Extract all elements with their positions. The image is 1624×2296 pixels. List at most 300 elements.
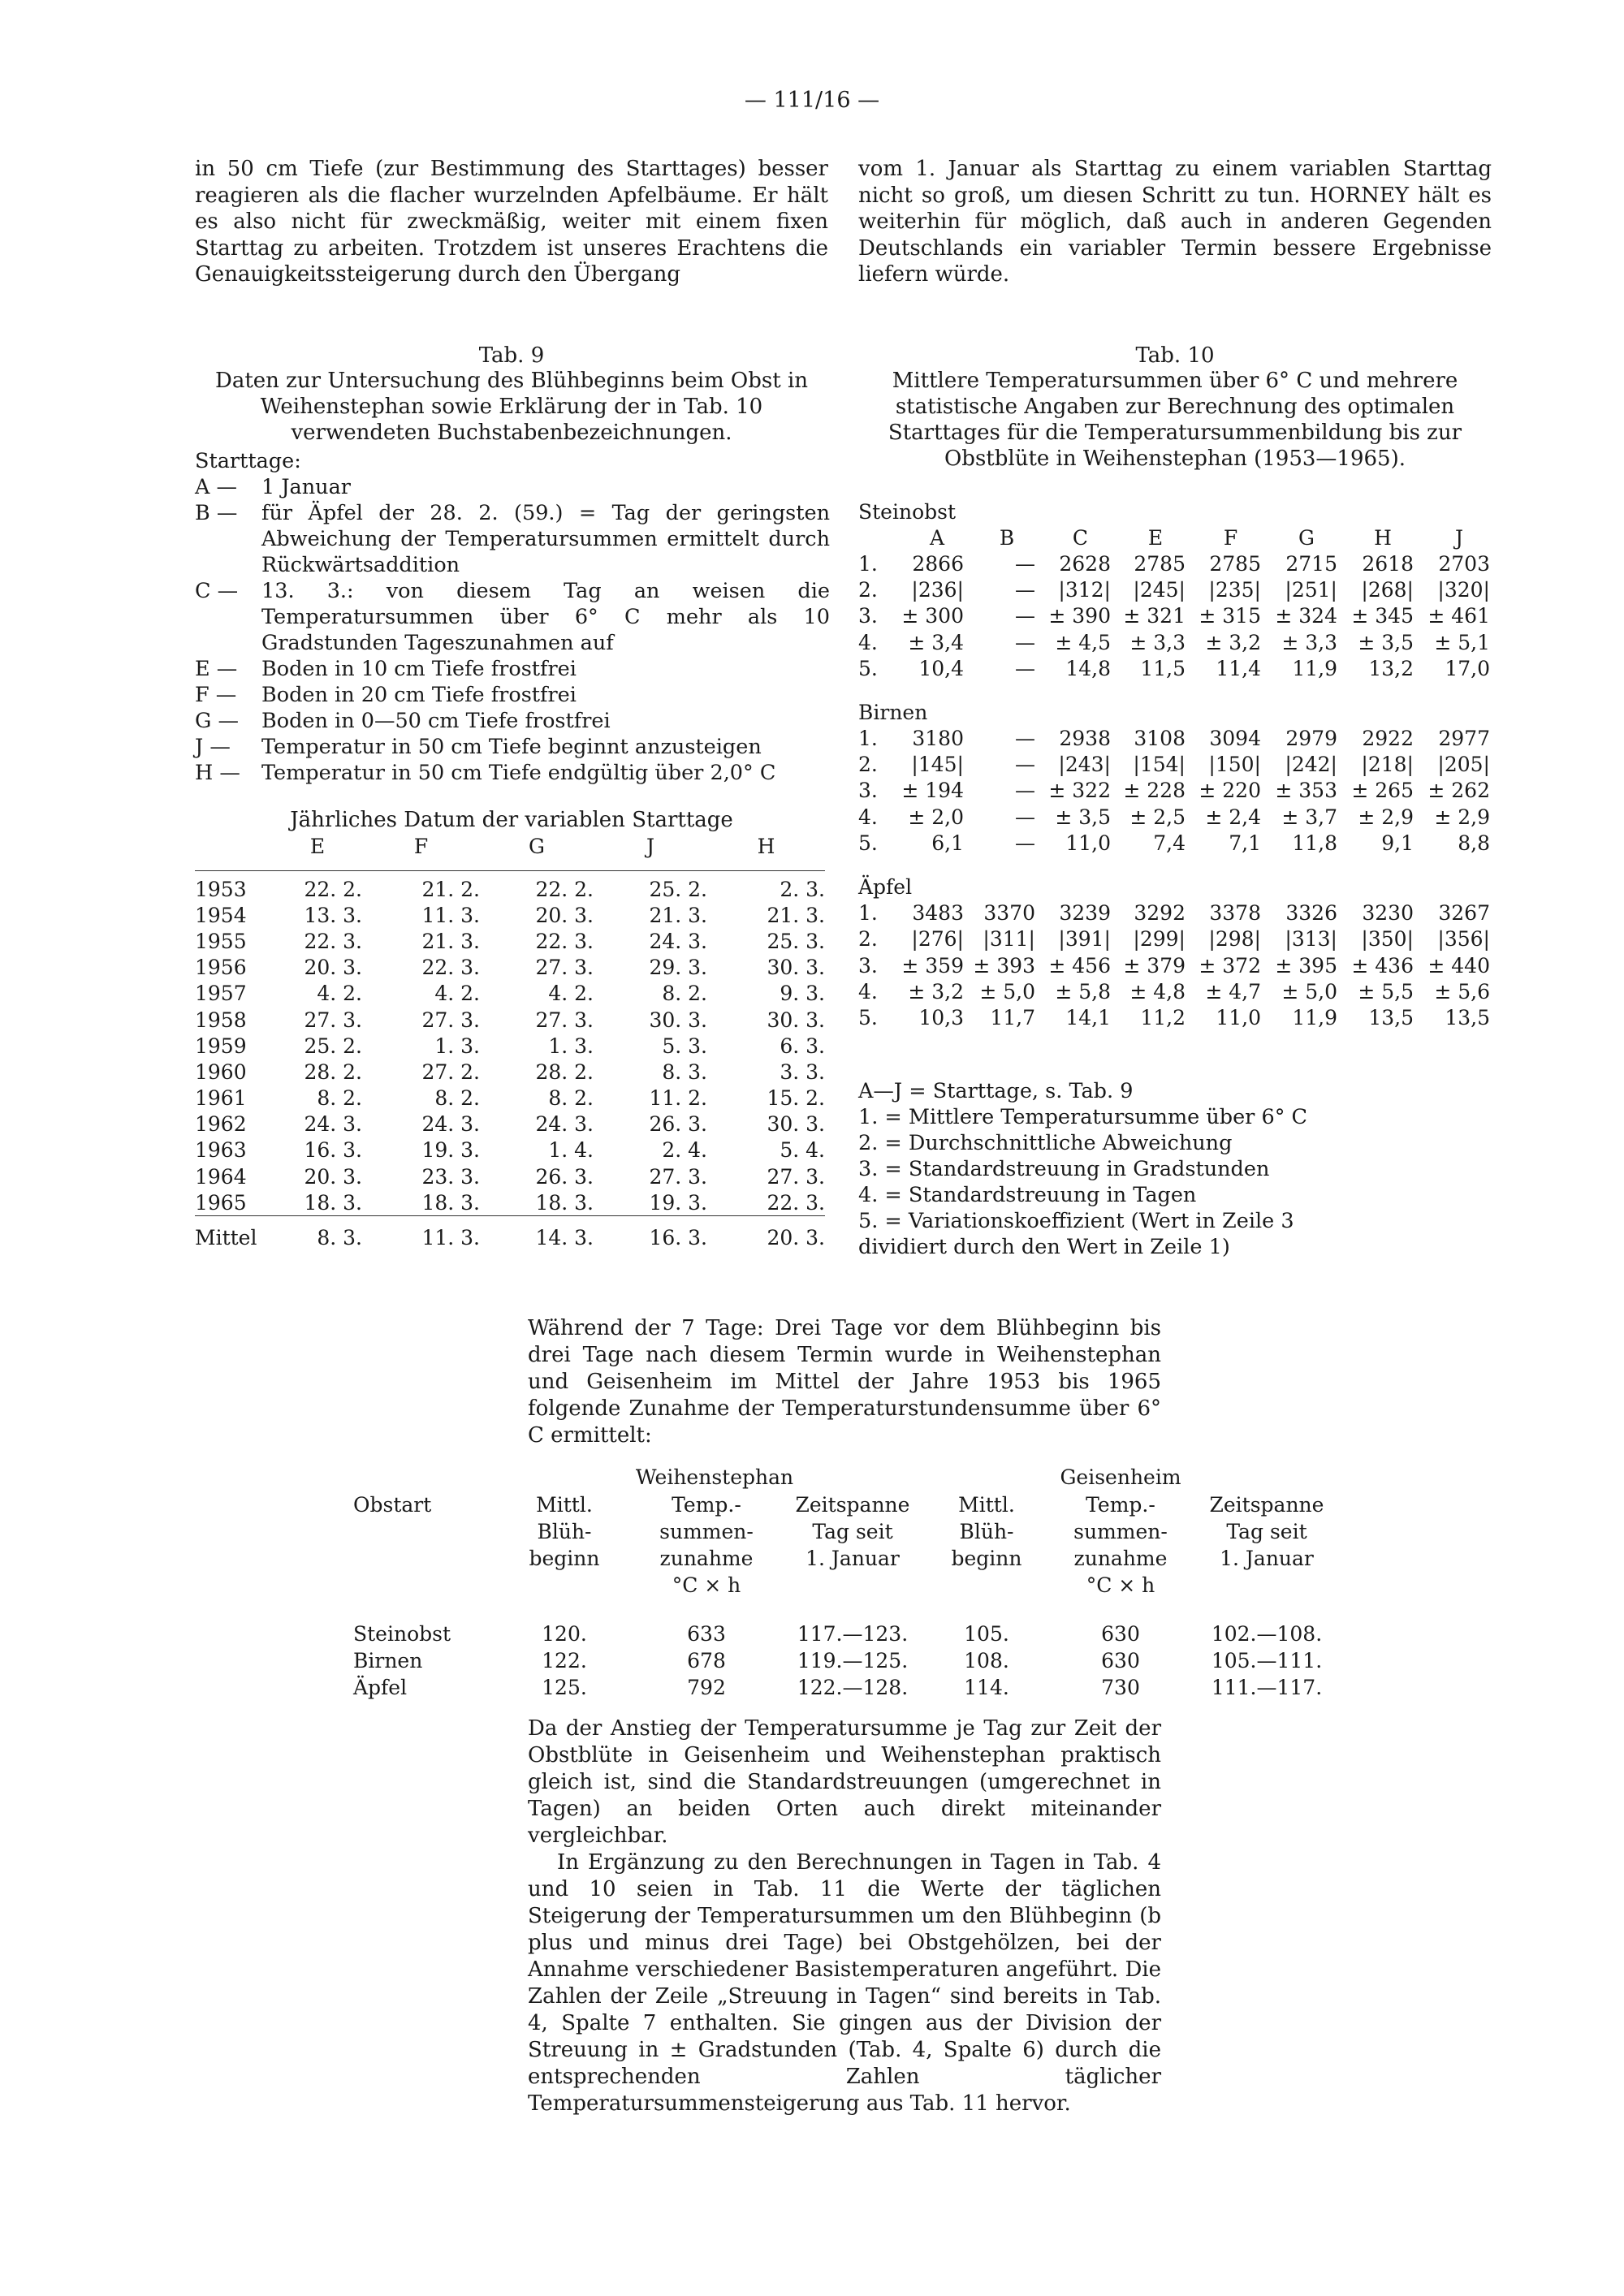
table-cell: |356|: [1437, 927, 1490, 952]
table-cell: 1. 3.: [548, 1034, 594, 1058]
tab9-caption: Daten zur Untersuchung des Blühbeginns beim Obst in Weihenstephan sowie Erklärung der in Tab. 10 verwendeten Buchstabenbezeichnungen.: [214, 369, 809, 445]
row-index: 5.: [858, 831, 878, 855]
legend-key: F —: [195, 683, 237, 707]
table-cell: 8. 3.: [273, 1216, 362, 1253]
header-line: summen-: [659, 1520, 754, 1543]
table-cell: |218|: [1361, 753, 1414, 777]
tab10-note: 4. = Standardstreuung in Tagen: [858, 1183, 1197, 1207]
table-cell: 11,9: [1292, 1005, 1337, 1029]
table-gap: [858, 681, 1490, 699]
table-cell: ± 4,8: [1129, 979, 1186, 1003]
column-header: F: [413, 835, 429, 858]
table-cell: |276|: [911, 927, 964, 952]
table-cell: 3370: [983, 901, 1035, 926]
table-cell: ± 3,4: [908, 630, 964, 654]
row-index: 5.: [858, 1005, 878, 1029]
table-cell: 8. 2.: [662, 982, 707, 1006]
table-cell: 25. 3.: [767, 929, 825, 953]
table-cell: 2. 3.: [780, 877, 825, 901]
col-zeit-2: [1202, 1491, 1332, 1572]
table-cell: 29. 3.: [649, 956, 707, 980]
table-cell: 7,4: [1153, 831, 1186, 855]
table-cell: 120.: [542, 1622, 587, 1646]
table-row: [195, 1085, 825, 1111]
table-cell: 13,2: [1368, 656, 1414, 680]
table-cell: 17,0: [1445, 656, 1490, 680]
header-line: zunahme: [1073, 1547, 1168, 1570]
table-cell: 20. 3.: [707, 1216, 825, 1253]
table-cell: ± 461: [1427, 604, 1490, 628]
table-cell: ± 5,8: [1055, 979, 1111, 1003]
header-line: Temp.-: [1086, 1493, 1155, 1517]
group-name: Steinobst: [858, 499, 956, 524]
table-cell: 11,0: [1216, 1005, 1261, 1029]
row-year: 1956: [195, 956, 247, 980]
table-row: [858, 804, 1490, 830]
table-cell: |235|: [1208, 578, 1261, 602]
header-spacer: [195, 833, 273, 861]
table-cell: —: [1015, 753, 1035, 777]
table-row: [195, 876, 825, 902]
table-cell: 792: [687, 1676, 726, 1699]
table-rule: [195, 861, 825, 871]
table-cell: 1. 4.: [548, 1138, 594, 1163]
table-cell: ± 220: [1199, 779, 1261, 803]
table-cell: ± 5,1: [1434, 630, 1490, 654]
table-cell: 8. 2.: [317, 1086, 362, 1111]
table-cell: |242|: [1285, 753, 1337, 777]
table-cell: ± 262: [1427, 779, 1490, 803]
group-gap: [858, 681, 1490, 699]
row-index: 4.: [858, 630, 878, 654]
header-spacer: [858, 524, 896, 550]
table-row: [858, 1004, 1490, 1030]
header-line: °C × h: [1086, 1573, 1155, 1597]
table-cell: 3326: [1285, 901, 1337, 926]
table-cell: |245|: [1133, 578, 1186, 602]
table-cell: 4. 2.: [434, 982, 480, 1006]
column-header: G: [1298, 525, 1315, 550]
table-cell: 7,1: [1229, 831, 1261, 855]
table-cell: 8,8: [1458, 831, 1490, 855]
table-cell: 13. 3.: [304, 903, 362, 927]
column-header: E: [309, 835, 326, 858]
table-row: [858, 550, 1490, 576]
legend-text: Boden in 10 cm Tiefe frostfrei: [261, 657, 577, 681]
tab9-table: [195, 833, 825, 1252]
table-cell: ± 228: [1123, 779, 1186, 803]
table-cell: 27. 3.: [535, 1008, 594, 1032]
table-cell: 11. 2.: [649, 1086, 707, 1111]
table-cell: 3378: [1209, 901, 1261, 926]
table-cell: 4. 2.: [548, 982, 594, 1006]
header-line: Temp.-: [672, 1493, 741, 1517]
tab9-label: Tab. 9: [478, 343, 545, 368]
table-cell: 6. 3.: [780, 1034, 825, 1058]
table-cell: 14. 3.: [480, 1216, 594, 1253]
table-cell: ± 300: [901, 604, 964, 628]
table-cell: 21. 2.: [421, 877, 480, 901]
table-cell: 11. 3.: [362, 1216, 480, 1253]
table-cell: 9. 3.: [780, 982, 825, 1006]
table-cell: 630: [1101, 1649, 1140, 1672]
table-cell: ± 4,7: [1205, 979, 1261, 1003]
table-cell: 25. 2.: [304, 1034, 362, 1058]
legend-key: J —: [195, 735, 231, 759]
row-year: 1961: [195, 1086, 247, 1111]
row-index: 3.: [858, 953, 878, 978]
table-cell: 13,5: [1445, 1005, 1490, 1029]
table-cell: 27. 3.: [649, 1164, 707, 1189]
table-cell: |299|: [1133, 927, 1186, 952]
table-cell: 3239: [1059, 901, 1111, 926]
table-cell: 114.: [964, 1676, 1009, 1699]
row-index: 2.: [858, 753, 878, 777]
table-cell: ± 3,5: [1358, 630, 1414, 654]
table-row: [858, 978, 1490, 1004]
table-cell: ± 372: [1199, 953, 1261, 978]
table-cell: 11. 3.: [421, 903, 480, 927]
table-cell: —: [1015, 578, 1035, 602]
row-index: 1.: [858, 551, 878, 576]
table-gap: [858, 856, 1490, 874]
table-cell: ± 5,0: [1281, 979, 1337, 1003]
table-cell: 11,2: [1140, 1005, 1186, 1029]
tab10-notes: [858, 1078, 1492, 1260]
table-cell: 2785: [1209, 551, 1261, 576]
bottom-paragraph-1: Da der Anstieg der Temperatursumme je Tag zur Zeit der Obstblüte in Geisenheim und Weihenstephan praktisch gleich ist, sind die Standardstreuungen (umgerechnet in Tagen) an beiden Orten auch direkt miteinander vergleichbar.: [528, 1716, 1161, 1848]
row-index: 2.: [858, 578, 878, 602]
tab9-table-title: Jährliches Datum der variablen Starttage: [290, 808, 733, 832]
table-cell: 117.—123.: [797, 1622, 909, 1646]
table-cell: 2922: [1362, 727, 1414, 751]
table-cell: 24. 3.: [304, 1112, 362, 1137]
table-cell: 30. 3.: [767, 956, 825, 980]
table-cell: ± 2,9: [1434, 805, 1490, 829]
table-cell: 21. 3.: [421, 929, 480, 953]
table-cell: 23. 3.: [421, 1164, 480, 1189]
table-cell: ± 315: [1199, 604, 1261, 628]
table-cell: |251|: [1285, 578, 1337, 602]
row-index: 1.: [858, 727, 878, 751]
header-line: 1. Januar: [1220, 1547, 1314, 1570]
column-header: E: [1147, 525, 1164, 550]
table-row: [858, 603, 1490, 629]
comparison-table: [0, 1464, 1624, 1707]
table-cell: —: [1015, 805, 1035, 829]
table-cell: 4. 2.: [317, 982, 362, 1006]
col-temp: [641, 1491, 771, 1599]
table-cell: ± 393: [973, 953, 1035, 978]
table-row: [858, 629, 1490, 655]
table-cell: ± 345: [1351, 604, 1414, 628]
table-cell: —: [1015, 630, 1035, 654]
column-header: G: [529, 835, 545, 858]
tab10-note: 3. = Standardstreuung in Gradstunden: [858, 1157, 1270, 1181]
table-cell: 3267: [1438, 901, 1490, 926]
column-header: H: [1374, 525, 1392, 550]
table-cell: 18. 3.: [535, 1190, 594, 1215]
table-cell: |205|: [1437, 753, 1490, 777]
row-year: 1958: [195, 1008, 247, 1032]
mean-label: Mittel: [195, 1216, 273, 1253]
table-cell: 10,4: [918, 656, 964, 680]
tab10-table: [858, 498, 1490, 1031]
table-cell: ± 436: [1351, 953, 1414, 978]
table-row: [195, 1189, 825, 1216]
table-cell: 2866: [912, 551, 964, 576]
table-cell: 11,4: [1216, 656, 1261, 680]
table-cell: 8. 2.: [434, 1086, 480, 1111]
table-cell: ± 3,2: [1205, 630, 1261, 654]
page-number: — 111/16 —: [744, 88, 880, 113]
legend-text: 1 Januar: [261, 475, 351, 499]
table-cell: |243|: [1058, 753, 1111, 777]
table-cell: ± 4,5: [1055, 630, 1111, 654]
table-cell: 3180: [912, 727, 964, 751]
row-index: 5.: [858, 656, 878, 680]
table-row: [195, 902, 825, 928]
legend-item: [195, 734, 830, 760]
row-year: 1965: [195, 1190, 247, 1215]
table-row: [858, 900, 1490, 926]
legend-text: Temperatur in 50 cm Tiefe endgültig über 2,0° C: [261, 761, 776, 785]
table-cell: 30. 3.: [649, 1008, 707, 1032]
table-cell: 30. 3.: [767, 1008, 825, 1032]
tab9-mean-row: [195, 1216, 825, 1253]
table-cell: ± 3,5: [1055, 805, 1111, 829]
table-cell: ± 3,2: [908, 979, 964, 1003]
table-cell: 108.: [964, 1649, 1009, 1672]
tab9-legend: [195, 474, 830, 786]
table-cell: |145|: [911, 753, 964, 777]
bottom-paragraph-2: In Ergänzung zu den Berechnungen in Tagen in Tab. 4 und 10 seien in Tab. 11 die Werte der täglichen Steigerung der Temperatursummen um den Blühbeginn (b plus und minus drei Tage) bei Obstgehölzen, bei der Annahme verschiedener Basistemperaturen angeführt. Die Zahlen der Zeile „Streuung in Tagen“ sind bereits in Tab. 4, Spalte 7 enthalten. Sie gingen aus der Division der Streuung in ± Gradstunden (Tab. 4, Spalte 6) durch die entsprechenden Zahlen täglicher Temperatursummensteigerung aus Tab. 11 hervor.: [528, 1850, 1161, 2116]
header-line: 1. Januar: [806, 1547, 900, 1570]
table-cell: ± 2,9: [1358, 805, 1414, 829]
table-cell: 24. 3.: [535, 1112, 594, 1137]
table-cell: 18. 3.: [421, 1190, 480, 1215]
table-cell: 11,5: [1140, 656, 1186, 680]
row-index: 4.: [858, 979, 878, 1003]
table-cell: 22. 3.: [304, 929, 362, 953]
tab10-label: Tab. 10: [1135, 343, 1215, 368]
table-cell: 1. 3.: [434, 1034, 480, 1058]
col-temp-2: [1056, 1491, 1186, 1599]
intro-text-left: in 50 cm Tiefe (zur Bestimmung des Starttages) besser reagieren als die flacher wurzelnden Apfelbäume. Er hält es also nicht für zweckmäßig, weiter mit einem fixen Starttag zu arbeiten. Trotzdem ist unseres Erachtens die Genauigkeitssteigerung durch den Übergang: [195, 157, 828, 287]
table-cell: 24. 3.: [649, 929, 707, 953]
col-obstart: Obstart: [353, 1493, 432, 1517]
table-cell: 5. 3.: [662, 1034, 707, 1058]
legend-item: [195, 656, 830, 682]
table-cell: 18. 3.: [304, 1190, 362, 1215]
table-cell: 20. 3.: [304, 1164, 362, 1189]
header-line: Blüh-: [537, 1520, 592, 1543]
table-cell: 26. 3.: [649, 1112, 707, 1137]
table-cell: 102.—108.: [1211, 1622, 1323, 1646]
table-cell: 13,5: [1368, 1005, 1414, 1029]
tab9-header-row: [195, 833, 825, 861]
intro-text-right: vom 1. Januar als Starttag zu einem variablen Starttag nicht so groß, um diesen Schritt zu tun. HORNEY hält es weiterhin für möglich, daß auch in anderen Gegenden Deutschlands ein variabler Termin bessere Ergebnisse liefern würde.: [858, 157, 1492, 287]
legend-item: [195, 682, 830, 708]
row-year: 1955: [195, 929, 247, 953]
row-year: 1962: [195, 1112, 247, 1137]
row-year: 1954: [195, 903, 247, 927]
table-row: [195, 1007, 825, 1033]
table-cell: |312|: [1058, 578, 1111, 602]
legend-key: A —: [195, 475, 238, 499]
row-index: 1.: [858, 901, 878, 926]
table-row: [195, 1111, 825, 1137]
tab10-note: [858, 1208, 1492, 1260]
table-cell: 16. 3.: [304, 1138, 362, 1163]
table-cell: 22. 2.: [535, 877, 594, 901]
table-row: [858, 952, 1490, 978]
table-cell: ± 5,5: [1358, 979, 1414, 1003]
legend-item: [195, 500, 830, 578]
middle-paragraph: Während der 7 Tage: Drei Tage vor dem Blühbeginn bis drei Tage nach diesem Termin wurde in Weihenstephan und Geisenheim im Mittel der Jahre 1953 bis 1965 folgende Zunahme der Temperaturstundensumme über 6° C ermittelt:: [528, 1316, 1161, 1448]
table-cell: —: [1015, 831, 1035, 855]
row-index: 3.: [858, 604, 878, 628]
table-cell: ± 265: [1351, 779, 1414, 803]
table-cell: ± 353: [1275, 779, 1337, 803]
legend-item: [195, 578, 830, 656]
header-line: Tag seit: [1226, 1520, 1307, 1543]
table-cell: |154|: [1133, 753, 1186, 777]
table-cell: 3230: [1362, 901, 1414, 926]
table-cell: 20. 3.: [304, 956, 362, 980]
table-row: [195, 981, 825, 1007]
table-cell: 633: [687, 1622, 726, 1646]
tab10-caption: Mittlere Temperatursummen über 6° C und mehrere statistische Angaben zur Berechnung des optimalen Starttages für die Temperatursummenbildung bis zur Obstblüte in Weihenstephan (1953—1965).: [888, 369, 1462, 471]
table-cell: 22. 3.: [535, 929, 594, 953]
col-zeit: [788, 1491, 918, 1572]
table-cell: 28. 2.: [304, 1060, 362, 1084]
column-header: B: [999, 525, 1015, 550]
table-cell: 26. 3.: [535, 1164, 594, 1189]
table-cell: 27. 3.: [767, 1164, 825, 1189]
row-index: 3.: [858, 779, 878, 803]
table-cell: 24. 3.: [421, 1112, 480, 1137]
header-line: zunahme: [659, 1547, 754, 1570]
table-cell: 3094: [1209, 727, 1261, 751]
table-cell: 111.—117.: [1211, 1676, 1323, 1699]
legend-key: C —: [195, 579, 239, 603]
header-line: Zeitspanne: [1209, 1493, 1324, 1517]
header-line: Mittl.: [958, 1493, 1015, 1517]
obstart-name: Birnen: [353, 1649, 423, 1672]
column-header: C: [1072, 525, 1089, 550]
table-cell: 2703: [1438, 551, 1490, 576]
table-cell: 14,1: [1065, 1005, 1111, 1029]
table-cell: ± 322: [1048, 779, 1111, 803]
tab10-note-text: 5. = Variationskoeffizient (Wert in Zeile 3 dividiert durch den Wert in Zeile 1): [858, 1209, 1294, 1259]
table-cell: |150|: [1208, 753, 1261, 777]
tab10-note: 1. = Mittlere Temperatursumme über 6° C: [858, 1105, 1308, 1129]
group-gap: [858, 856, 1490, 874]
row-year: 1963: [195, 1138, 247, 1163]
table-cell: 2. 4.: [662, 1138, 707, 1163]
table-cell: ± 2,5: [1129, 805, 1186, 829]
column-header: J: [1454, 525, 1464, 550]
table-cell: ± 359: [901, 953, 964, 978]
table-cell: 678: [687, 1649, 726, 1672]
table-cell: 11,0: [1065, 831, 1111, 855]
table-cell: 10,3: [918, 1005, 964, 1029]
table-cell: ± 5,0: [979, 979, 1035, 1003]
table-cell: ± 456: [1048, 953, 1111, 978]
tab10-note: A—J = Starttage, s. Tab. 9: [858, 1079, 1134, 1103]
table-row: [195, 1059, 825, 1085]
table-cell: 25. 2.: [649, 877, 707, 901]
row-year: 1953: [195, 877, 247, 901]
legend-text: Boden in 0—50 cm Tiefe frostfrei: [261, 709, 611, 733]
table-cell: ± 5,6: [1434, 979, 1490, 1003]
row-year: 1960: [195, 1060, 247, 1084]
legend-item: [195, 474, 830, 500]
table-cell: —: [1015, 727, 1035, 751]
table-cell: 11,8: [1292, 831, 1337, 855]
table-cell: |313|: [1285, 927, 1337, 952]
legend-text: Boden in 20 cm Tiefe frostfrei: [261, 683, 577, 707]
table-cell: ± 321: [1123, 604, 1186, 628]
group-name: Birnen: [858, 700, 928, 724]
obstart-name: Steinobst: [353, 1622, 451, 1646]
legend-key: G —: [195, 709, 239, 733]
table-cell: ± 2,4: [1205, 805, 1261, 829]
row-year: 1964: [195, 1164, 247, 1189]
tab10-note: 2. = Durchschnittliche Abweichung: [858, 1131, 1233, 1155]
table-row: [195, 1033, 825, 1059]
table-cell: 19. 3.: [421, 1138, 480, 1163]
group-name: Äpfel: [858, 875, 913, 900]
table-row: [858, 726, 1490, 752]
table-cell: —: [1015, 551, 1035, 576]
table-cell: 105.: [964, 1622, 1009, 1646]
header-line: °C × h: [672, 1573, 741, 1597]
table-cell: 2938: [1059, 727, 1111, 751]
table-cell: 6,1: [931, 831, 964, 855]
table-cell: 9,1: [1381, 831, 1414, 855]
table-cell: 119.—125.: [797, 1649, 909, 1672]
header-line: Blüh-: [959, 1520, 1014, 1543]
column-header: F: [1223, 525, 1238, 550]
legend-item: [195, 708, 830, 734]
table-cell: ± 3,3: [1129, 630, 1186, 654]
table-cell: 3483: [912, 901, 964, 926]
table-cell: 22. 2.: [304, 877, 362, 901]
table-cell: 16. 3.: [594, 1216, 707, 1253]
table-row: [858, 577, 1490, 603]
legend-key: E —: [195, 657, 238, 681]
table-row: [195, 928, 825, 954]
table-cell: 20. 3.: [535, 903, 594, 927]
table-cell: 22. 3.: [767, 1190, 825, 1215]
tab10-header-row: [858, 524, 1490, 550]
table-cell: 8. 3.: [662, 1060, 707, 1084]
header-line: beginn: [529, 1547, 600, 1570]
table-cell: ± 390: [1048, 604, 1111, 628]
table-cell: 730: [1101, 1676, 1140, 1699]
legend-text: für Äpfel der 28. 2. (59.) = Tag der geringsten Abweichung der Temperatursummen ermittelt durch Rückwärtsaddition: [261, 501, 830, 577]
table-cell: 3292: [1134, 901, 1186, 926]
table-row: [858, 752, 1490, 778]
obstart-name: Äpfel: [353, 1676, 408, 1699]
table-cell: 28. 2.: [535, 1060, 594, 1084]
table-cell: |268|: [1361, 578, 1414, 602]
table-cell: 30. 3.: [767, 1112, 825, 1137]
header-line: Zeitspanne: [795, 1493, 910, 1517]
table-cell: ± 395: [1275, 953, 1337, 978]
